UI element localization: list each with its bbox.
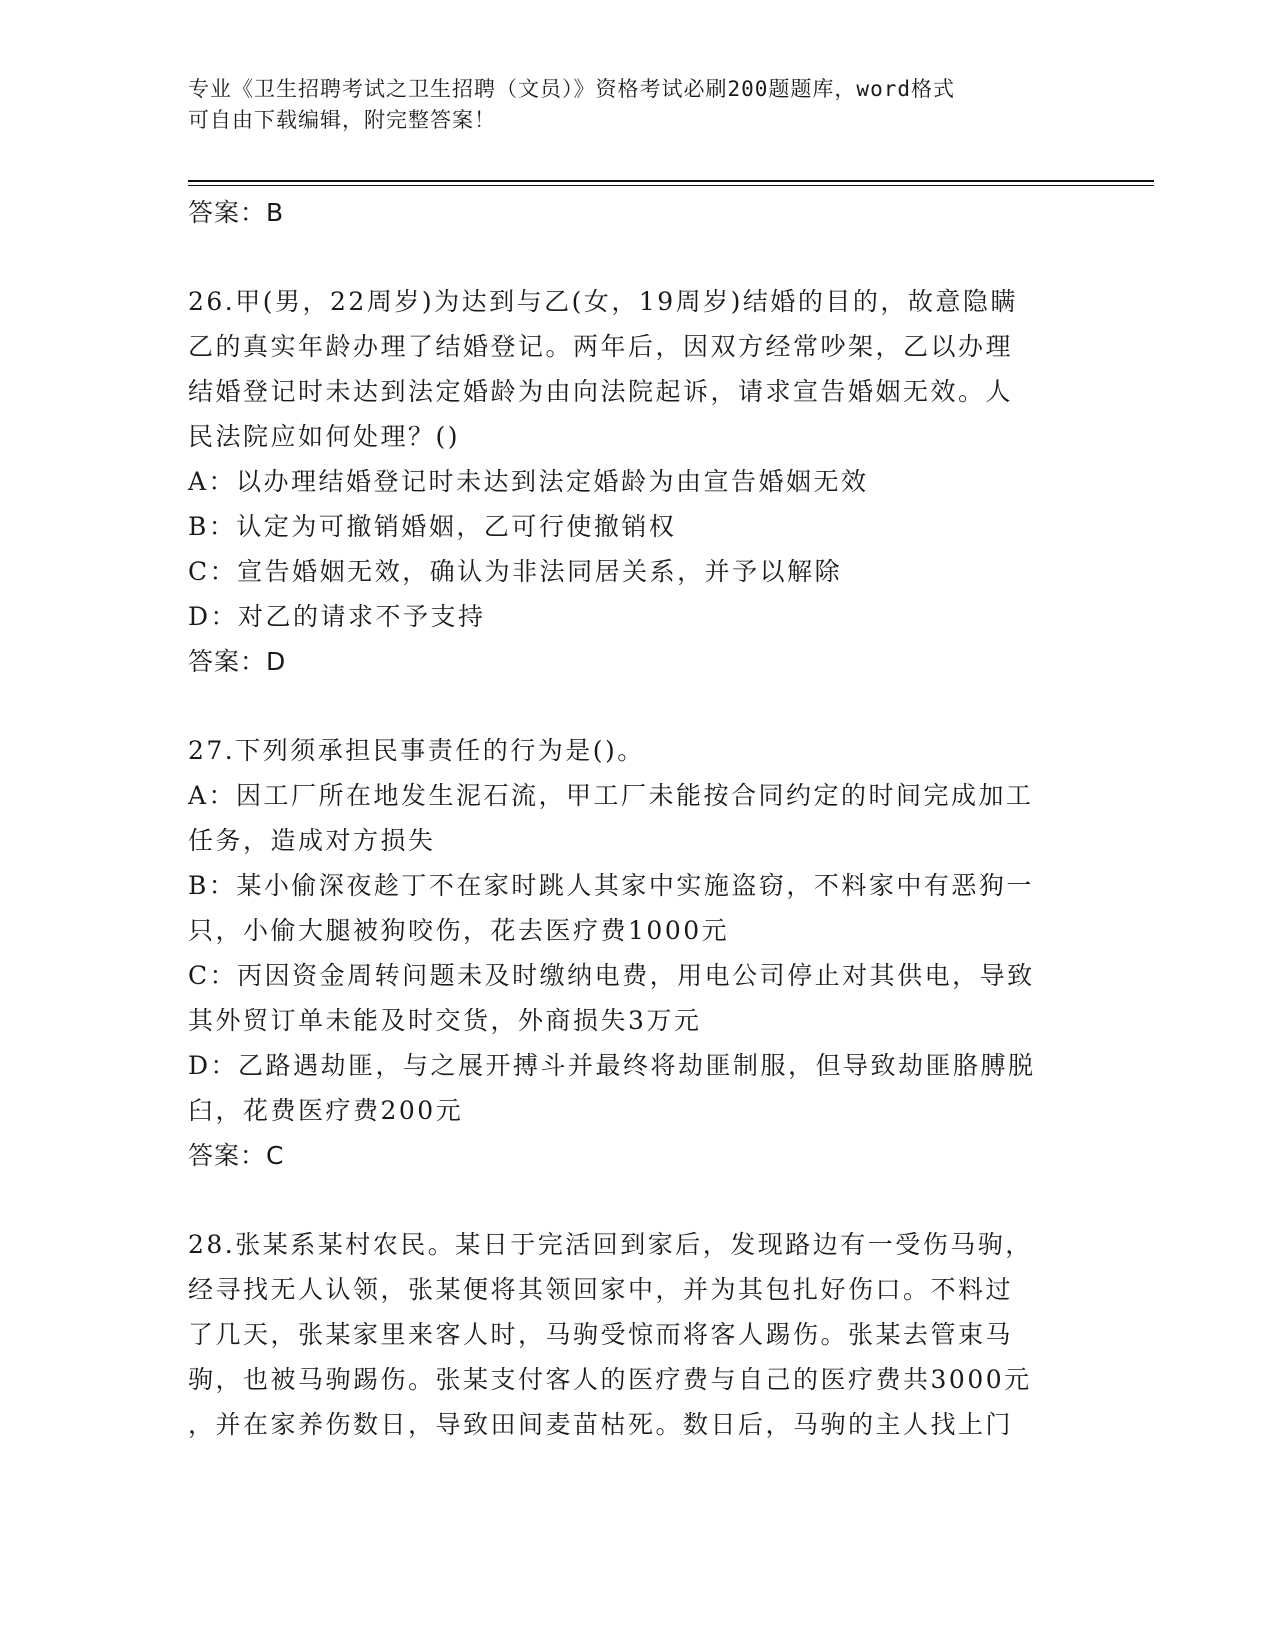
header-line-2: 可自由下载编辑，附完整答案！ [188, 108, 496, 132]
spacer [188, 1178, 1088, 1222]
question-line: 民法院应如何处理？() [188, 422, 461, 451]
header-rule-thin [188, 185, 1154, 186]
option-d: D：对乙的请求不予支持 [188, 602, 486, 631]
document-header [188, 74, 1068, 136]
question-line: 结婚登记时未达到法定婚龄为由向法院起诉，请求宣告婚姻无效。人 [188, 377, 1014, 406]
question-27 [188, 728, 1088, 1178]
option-d-continued: 臼，花费医疗费200元 [188, 1096, 464, 1125]
question-line: 27.下列须承担民事责任的行为是()。 [188, 736, 645, 765]
answer-27: 答案：C [188, 1141, 285, 1170]
question-line: 驹，也被马驹踢伤。张某支付客人的医疗费与自己的医疗费共3000元 [188, 1365, 1032, 1394]
question-line: 经寻找无人认领，张某便将其领回家中，并为其包扎好伤口。不料过 [188, 1275, 1014, 1304]
option-a-continued: 任务，造成对方损失 [188, 826, 436, 855]
question-line: 了几天，张某家里来客人时，马驹受惊而将客人踢伤。张某去管束马 [188, 1320, 1014, 1349]
option-c-continued: 其外贸订单未能及时交货，外商损失3万元 [188, 1006, 702, 1035]
option-b: B：认定为可撤销婚姻，乙可行使撤销权 [188, 512, 677, 541]
question-28 [188, 1222, 1088, 1447]
question-line: 28.张某系某村农民。某日于完活回到家后，发现路边有一受伤马驹， [188, 1230, 1033, 1259]
option-b-continued: 只，小偷大腿被狗咬伤，花去医疗费1000元 [188, 916, 730, 945]
question-line: 26.甲(男，22周岁)为达到与乙(女，19周岁)结婚的目的，故意隐瞒 [188, 287, 1018, 316]
option-c: C：丙因资金周转问题未及时缴纳电费，用电公司停止对其供电，导致 [188, 961, 1035, 990]
document-body [188, 190, 1088, 1447]
question-line: ，并在家养伤数日，导致田间麦苗枯死。数日后，马驹的主人找上门 [188, 1410, 1014, 1439]
question-26 [188, 279, 1088, 684]
answer-25: 答案：B [188, 198, 285, 227]
answer-26: 答案：D [188, 647, 287, 676]
option-a: A：以办理结婚登记时未达到法定婚龄为由宣告婚姻无效 [188, 467, 869, 496]
spacer [188, 684, 1088, 728]
option-d: D：乙路遇劫匪，与之展开搏斗并最终将劫匪制服，但导致劫匪胳膊脱 [188, 1051, 1036, 1080]
spacer [188, 235, 1088, 279]
header-line-1: 专业《卫生招聘考试之卫生招聘（文员）》资格考试必刷200题题库，word格式 [188, 77, 955, 101]
question-line: 乙的真实年龄办理了结婚登记。两年后，因双方经常吵架，乙以办理 [188, 332, 1014, 361]
header-rule-thick [188, 180, 1154, 182]
option-c: C：宣告婚姻无效，确认为非法同居关系，并予以解除 [188, 557, 843, 586]
option-a: A：因工厂所在地发生泥石流，甲工厂未能按合同约定的时间完成加工 [188, 781, 1034, 810]
option-b: B：某小偷深夜趁丁不在家时跳人其家中实施盗窃，不料家中有恶狗一 [188, 871, 1034, 900]
